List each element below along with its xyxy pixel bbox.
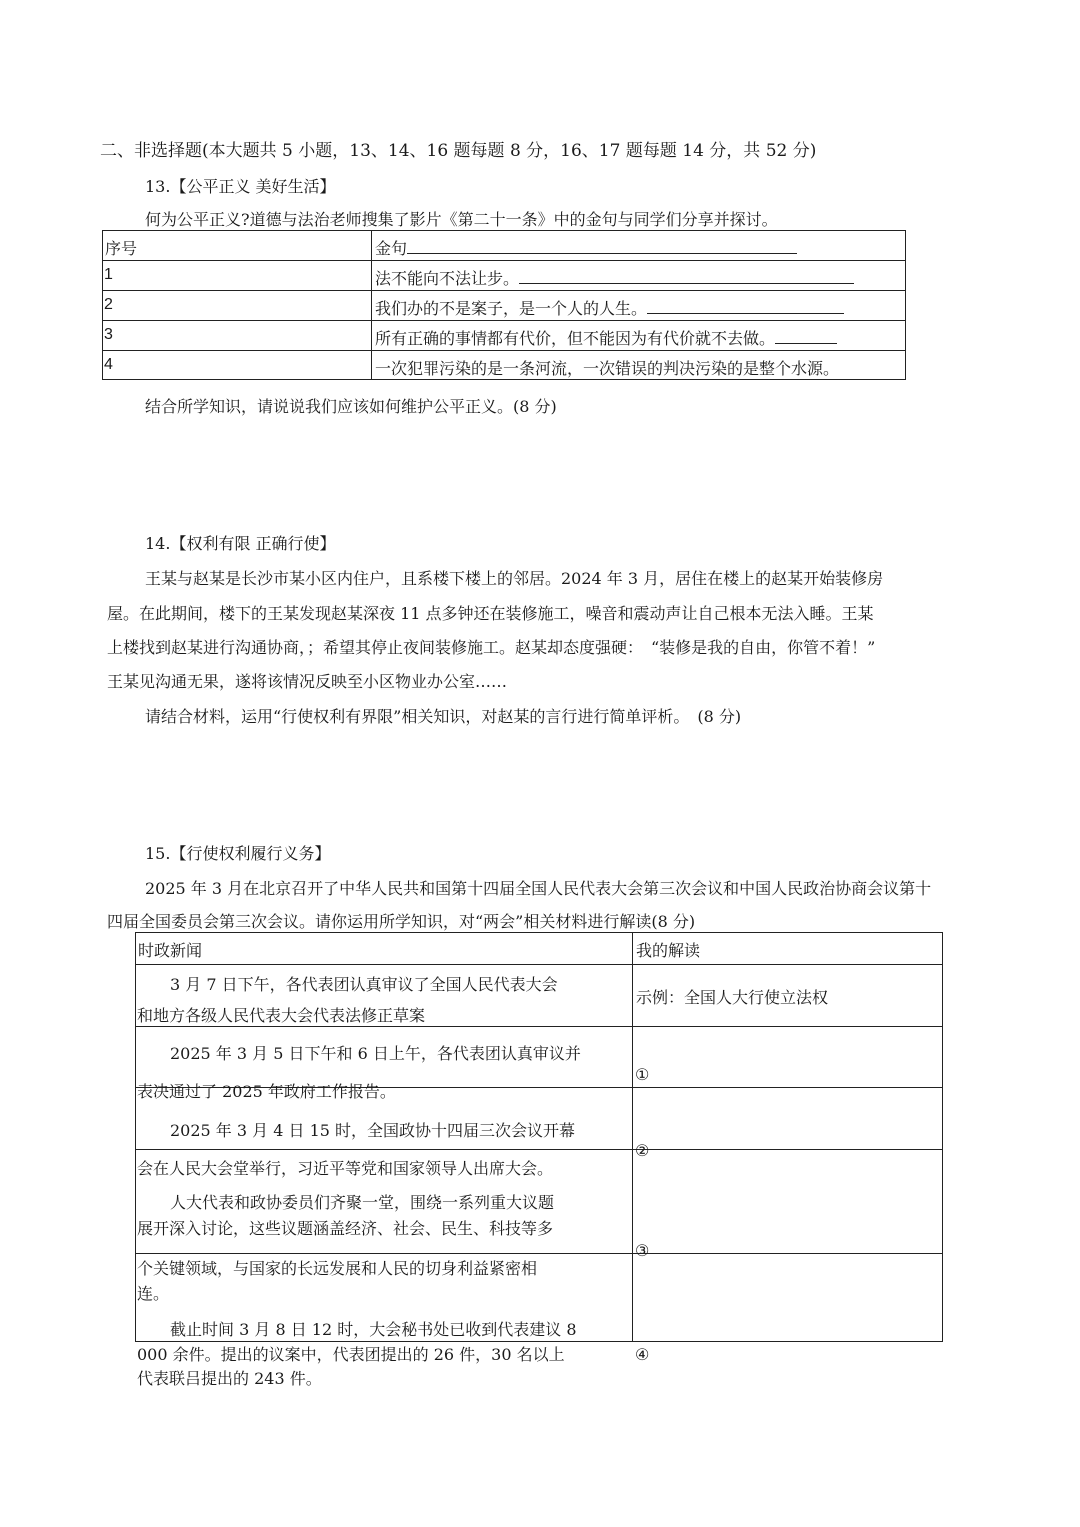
q15-header-news: 时政新闻	[138, 941, 203, 960]
q15-news-line: 代表联吕提出的 243 件。	[137, 1369, 322, 1388]
q15-news-line: 截止时间 3 月 8 日 12 时，大会秘书处已收到代表建议 8	[170, 1320, 577, 1339]
q15-example-interpretation: 示例：全国人大行使立法权	[636, 988, 829, 1007]
q15-news-line: 人大代表和政协委员们齐聚一堂，围绕一系列重大议题	[170, 1193, 555, 1212]
q15-intro-line: 四届全国委员会第三次会议。请你运用所学知识，对“两会”相关材料进行解读(8 分)	[107, 912, 696, 931]
q15-news-line: 会在人民大会堂举行，习近平等党和国家领导人出席大会。	[137, 1159, 554, 1178]
q14-paragraph-line: 王某见沟通无果，遂将该情况反映至小区物业办公室……	[107, 672, 508, 691]
q15-news-line: 和地方各级人民代表大会代表法修正草案	[137, 1006, 426, 1025]
q14-paragraph-line: 屋。在此期间，楼下的王某发现赵某深夜 11 点多钟还在装修施工，噪音和震动声让自己根本无法入睡。王某	[107, 604, 874, 623]
q15-answer-marker-1: ①	[635, 1065, 650, 1084]
q15-news-line: 3 月 7 日下午，各代表团认真审议了全国人民代表大会	[170, 975, 558, 994]
q15-title: 15.【行使权利履行义务】	[145, 844, 331, 863]
q15-answer-marker-3: ③	[635, 1241, 650, 1260]
q13-question: 结合所学知识，请说说我们应该如何维护公平正义。(8 分)	[145, 397, 557, 416]
q13-title: 13.【公平正义 美好生活】	[145, 177, 336, 196]
q13-row-quote: 我们办的不是案子，是一个人的人生。	[375, 296, 844, 319]
section-heading: 二、非选择题(本大题共 5 小题，13、14、16 题每题 8 分，16、17 题每题 14 分，共 52 分)	[100, 141, 817, 161]
q15-news-line: 表决通过了 2025 年政府工作报告。	[137, 1082, 396, 1101]
q14-paragraph-line: 王某与赵某是长沙市某小区内住户，且系楼下楼上的邻居。2024 年 3 月，居住在楼上的赵某开始装修房	[145, 569, 884, 588]
q13-row-num: 1	[104, 266, 113, 283]
q13-row-num: 3	[104, 326, 113, 343]
q14-question: 请结合材料，运用“行使权利有界限”相关知识，对赵某的言行进行简单评析。 (8 分)	[145, 707, 742, 726]
q15-news-line: 2025 年 3 月 5 日下午和 6 日上午，各代表团认真审议并	[170, 1044, 581, 1063]
q13-header-num: 序号	[105, 239, 138, 258]
q15-intro-line: 2025 年 3 月在北京召开了中华人民共和国第十四届全国人民代表大会第三次会议和中国人民政治协商会议第十	[145, 879, 932, 898]
q15-answer-marker-2: ②	[635, 1141, 650, 1160]
q13-header-quote: 金句	[375, 236, 797, 259]
q13-row-num: 2	[104, 296, 113, 313]
q14-paragraph-line: 上楼找到赵某进行沟通协商，；希望其停止夜间装修施工。赵某却态度强硬： “装修是我的自由，你管不着！”	[107, 638, 876, 657]
q14-title: 14.【权利有限 正确行使】	[145, 534, 336, 553]
q13-row-quote: 一次犯罪污染的是一条河流，一次错误的判决污染的是整个水源。	[375, 359, 840, 378]
q15-news-line: 2025 年 3 月 4 日 15 时，全国政协十四届三次会议开幕	[170, 1121, 576, 1140]
q15-answer-marker-4: ④	[635, 1345, 650, 1364]
q13-intro: 何为公平正义?道德与法治老师搜集了影片《第二十一条》中的金句与同学们分享并探讨。	[145, 210, 778, 229]
q13-row-num: 4	[104, 356, 113, 373]
q15-news-line: 展开深入讨论，这些议题涵盖经济、社会、民生、科技等多	[137, 1219, 554, 1238]
q15-news-line: 个关键领域，与国家的长远发展和人民的切身利益紧密相	[137, 1259, 538, 1278]
q13-row-quote: 法不能向不法让步。	[375, 266, 854, 289]
q15-news-line: 000 余件。提出的议案中，代表团提出的 26 件，30 名以上	[137, 1345, 565, 1364]
q13-row-quote: 所有正确的事情都有代价，但不能因为有代价就不去做。	[375, 326, 837, 349]
q15-news-line: 连。	[137, 1284, 170, 1303]
q15-header-interpretation: 我的解读	[636, 941, 701, 960]
